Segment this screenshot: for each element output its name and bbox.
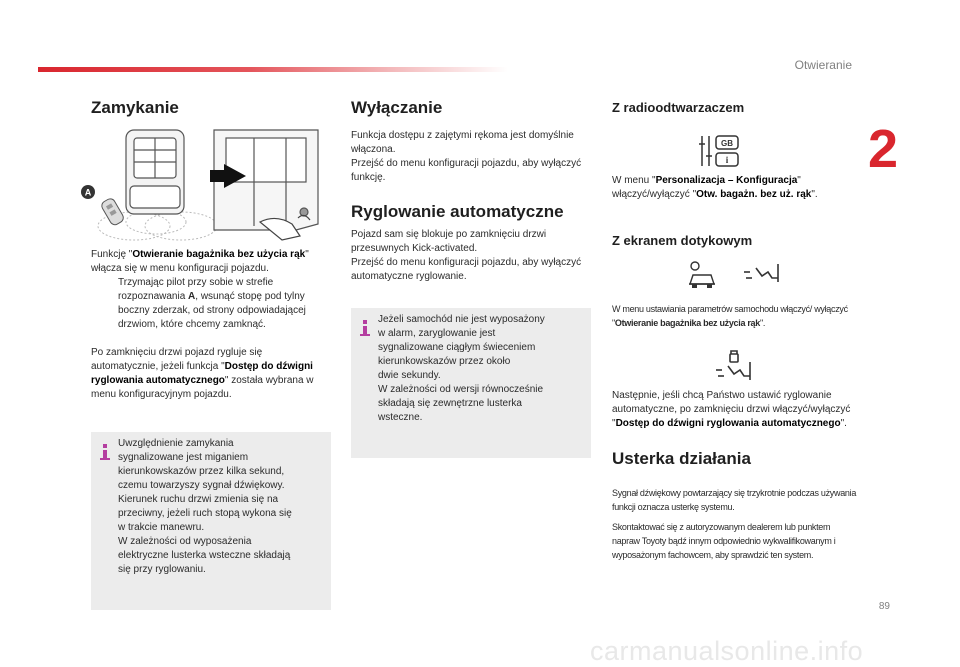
- watermark: carmanualsonline.info: [590, 636, 864, 666]
- auto-lock-note: [351, 308, 591, 458]
- closing-paragraph-2: Po zamknięciu drzwi pojazd rygluje się automatycznie, jeżeli funkcja "Dostęp do dźwigni ryglowania automatycznego" została wybrana w menu konfiguracyjnym pojazdu.: [91, 347, 314, 400]
- touch-paragraph-2: Następnie, jeśli chcą Państwo ustawić ryglowanie automatyczne, po zamknięciu drzwi włączyć/wyłączyć "Dostęp do dźwigni ryglowania automatycznego".: [612, 390, 851, 429]
- info-icon: [100, 444, 110, 460]
- radio-icon-badge-info: i: [725, 155, 729, 165]
- touch-paragraph: W menu ustawiania parametrów samochodu włączyć/ wyłączyć "Otwieranie bagażnika bez użycia rąk".: [612, 304, 848, 328]
- disable-paragraph: Funkcja dostępu z zajętymi rękoma jest domyślnie włączona. Przejść do menu konfiguracji pojazdu, aby wyłączyć funkcję.: [351, 130, 582, 183]
- closing-note: [91, 432, 331, 610]
- heading-closing: Zamykanie: [91, 98, 179, 117]
- closing-paragraph-1: Funkcję "Otwieranie bagażnika bez użycia rąk" włącza się w menu konfiguracji pojazdu.: [91, 249, 309, 274]
- radio-paragraph: W menu "Personalizacja – Konfiguracja" włączyć/wyłączyć "Otw. bagażn. bez uż. rąk".: [612, 175, 818, 200]
- section-title: Otwieranie: [794, 58, 852, 72]
- car-settings-icon: [686, 260, 718, 290]
- touch-instructions: [612, 302, 857, 330]
- malfunction-paragraph-2: Skontaktować się z autoryzowanym dealerem lub punktem napraw Toyoty bądź innym odpowiednio wykwalifikowanym i wyposażonym fachowcem, aby sprawdzić ten system.: [612, 522, 836, 560]
- column-settings: [612, 100, 857, 115]
- malfunction-paragraph-1: Sygnał dźwiękowy powtarzający się trzykrotnie podczas używania funkcji oznacza usterkę systemu.: [612, 488, 857, 512]
- kick-open-icon: [742, 262, 782, 286]
- column-closing-body: [91, 248, 331, 402]
- heading-auto-lock: Ryglowanie automatyczne: [351, 202, 564, 221]
- callout-label-a: A: [84, 187, 92, 198]
- auto-lock-icon: [714, 350, 754, 382]
- closing-note-text: Uwzględnienie zamykania sygnalizowane jest miganiem kierunkowskazów przez kilka sekund, czemu towarzyszy sygnał dźwiękowy. Kierunek ruchu drzwi zmienia się na przeciwny, jeżeli ruch stopą wykona się w trakcie manewru. W zależności od wyposażenia elektryczne lusterka wsteczne składają się przy ryglowaniu.: [118, 438, 292, 575]
- header-accent-bar: [38, 67, 508, 72]
- vehicle-kick-illustration: [86, 126, 326, 244]
- closing-steps: [91, 276, 331, 332]
- auto-lock-paragraph: Pojazd sam się blokuje po zamknięciu drzwi przesuwnych Kick-activated. Przejść do menu konfiguracji pojazdu, aby wyłączyć automatyczne ryglowanie.: [351, 229, 582, 282]
- radio-instructions: [612, 174, 857, 248]
- column-disable: [351, 98, 591, 284]
- auto-lock-note-text: Jeżeli samochód nie jest wyposażony w alarm, zaryglowanie jest sygnalizowane ciągłym świeceniem kierunkowskazów przez około dwie sekundy. W zależności od wersji równocześnie składają się zewnętrzne lusterka wsteczne.: [378, 314, 545, 423]
- chapter-number: 2: [867, 119, 898, 179]
- closing-step: Trzymając pilot przy sobie w strefie rozpoznawania A, wsunąć stopę pod tylny boczny zderzak, od strony odpowiadającej drzwiom, które chcemy zamknąć.: [118, 277, 306, 330]
- info-icon: [360, 320, 370, 336]
- heading-radio: Z radioodtwarzaczem: [612, 100, 745, 115]
- radio-icon-badge-gb: GB: [721, 139, 733, 148]
- heading-touchscreen: Z ekranem dotykowym: [612, 233, 753, 248]
- heading-malfunction: Usterka działania: [612, 449, 751, 468]
- column-closing: [91, 98, 331, 118]
- heading-disable: Wyłączanie: [351, 98, 443, 117]
- touch-followup: [612, 389, 857, 562]
- page-number: 89: [878, 601, 890, 612]
- radio-settings-icon: [698, 134, 742, 168]
